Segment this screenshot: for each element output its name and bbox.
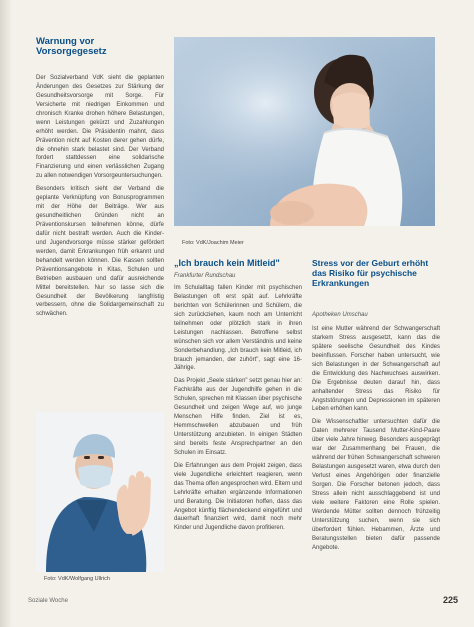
mid-article-title: „Ich brauch kein Mitleid" xyxy=(174,258,280,268)
photo-doctor-stop xyxy=(36,412,164,572)
photo-sad-woman xyxy=(174,37,435,226)
mid-article-body xyxy=(174,284,302,584)
mid-article-source: Frankfurter Rundschau xyxy=(174,273,236,279)
left-article-body xyxy=(36,74,164,404)
right-paragraph-1: Ist eine Mutter während der Schwangerschaft starkem Stress ausgesetzt, kann das die spätere seelische Gesundheit des Kindes beeinflussen. Forscher haben untersucht, wie sich Belastungen in der Schwangerschaft auf die Entwicklung des Nachwuchses auswirken. Die Ergebnisse deuten darauf hin, dass anhaltender Stress das Risiko für Angststörungen und Depressionen im späteren Leben erhöhen kann. xyxy=(312,326,440,413)
right-article-title: Stress vor der Geburt erhöht das Risiko für psychische Erkrankungen xyxy=(312,258,429,288)
right-article-source: Apotheken Umschau xyxy=(312,312,368,318)
mid-paragraph-3: Die Erfahrungen aus dem Projekt zeigen, dass viele Jugendliche erleichtert reagieren, wenn das Thema offen angesprochen wird. Eltern und Lehrkräfte erhalten ergänzende Informationen und Beratung. Die Initiatoren hoffen, dass das Angebot künftig flächendeckend eingeführt und dauerhaft finanziert wird, damit noch mehr Kinder und Jugendliche davon profitieren. xyxy=(174,462,302,532)
mid-paragraph-1: Im Schulalltag fallen Kinder mit psychischen Belastungen oft erst spät auf. Lehrkräfte berichten von Schülerinnen und Schülern, die sich zurückziehen, kaum noch am Unterricht teilnehmen oder plötzlich stark in ihren Leistungen nachlassen. Betroffene selbst wünschen sich vor allem Verständnis und keine Sonderbehandlung. „Ich brauch kein Mitleid, ich brauch jemanden, der zuhört", sagt eine 16-Jährige. xyxy=(174,285,302,372)
left-title-line2: Vorsorgegesetz xyxy=(36,46,107,58)
mid-paragraph-2: Das Projekt „Seele stärken" setzt genau hier an: Fachkräfte aus der Jugendhilfe gehen in die Schulen, sprechen mit Klassen über psychische Gesundheit und zeigen Wege auf, wo junge Menschen Hilfe finden. Ziel ist es, Hemmschwellen abzubauen und früh Unterstützung anzubieten. In einigen Städten sind bereits feste Ansprechpartner an den Schulen im Einsatz. xyxy=(174,378,302,456)
page-number: 225 xyxy=(442,595,458,605)
left-paragraph-2: Besonders kritisch sieht der Verband die geplante Verknüpfung von Bonusprogrammen mit der Höhe der Beiträge. Wer aus gesundheitlichen Gründen nicht an Präventionskursen teilnehmen könne, dürfe dafür nicht bestraft werden. Auch die Kinder- und Jugendvorsorge müsse stärker gefördert werden, damit Erkrankungen früh erkannt und behandelt werden können. Die Kassen sollten Präventionsangebote in Kitas, Schulen und Betrieben ausbauen und dafür ausreichende Mittel bereitstellen. Nur so lasse sich die Gesundheit der Bevölkerung langfristig verbessern, ohne die Solidargemeinschaft zu schwächen. xyxy=(36,186,164,318)
bottom-photo-caption: Foto: VdK/Wolfgang Ullrich xyxy=(44,576,110,582)
right-paragraph-2: Die Wissenschaftler untersuchten dafür die Daten mehrerer Tausend Mutter-Kind-Paare über viele Jahre hinweg. Besonders ausgeprägt war der Zusammenhang bei Frauen, die während der frühen Schwangerschaft schweren Belastungen ausgesetzt waren, etwa durch den Verlust eines Angehörigen oder finanzielle Sorgen. Die Forscher betonen jedoch, dass Stress allein nicht ausschlaggebend ist und viele weitere Faktoren eine Rolle spielen. Werdende Mütter sollten dennoch frühzeitig Unterstützung suchen, wenn sie sich überfordert fühlen. Hebammen, Ärzte und Beratungsstellen bieten dafür passende Angebote. xyxy=(312,419,440,551)
left-article-title xyxy=(36,37,107,58)
right-article-body xyxy=(312,325,440,587)
sad-woman-illustration xyxy=(174,37,435,226)
top-photo-caption: Foto: VdK/Joachim Meier xyxy=(182,240,244,246)
left-title-line1: Warnung vor xyxy=(36,36,95,47)
left-paragraph-1: Der Sozialverband VdK sieht die geplanten Änderungen des Gesetzes zur Stärkung der Gesundheitsvorsorge mit Sorge. Für Versicherte mit niedrigen Einkommen und chronisch Kranke drohen höhere Belastungen, wenn Leistungen gekürzt und Zuzahlungen erhöht werden. Die Präsidentin mahnt, dass Prävention nicht auf Kosten derer gehen dürfe, die ohnehin stark belastet sind. Der Verband fordert stattdessen eine solidarische Finanzierung und einen verlässlichen Zugang zu allen notwendigen Vorsorgeuntersuchungen. xyxy=(36,75,164,180)
page-gutter-shadow xyxy=(0,0,12,627)
footer-publication: Soziale Woche xyxy=(28,598,68,604)
doctor-stop-illustration xyxy=(36,412,164,572)
